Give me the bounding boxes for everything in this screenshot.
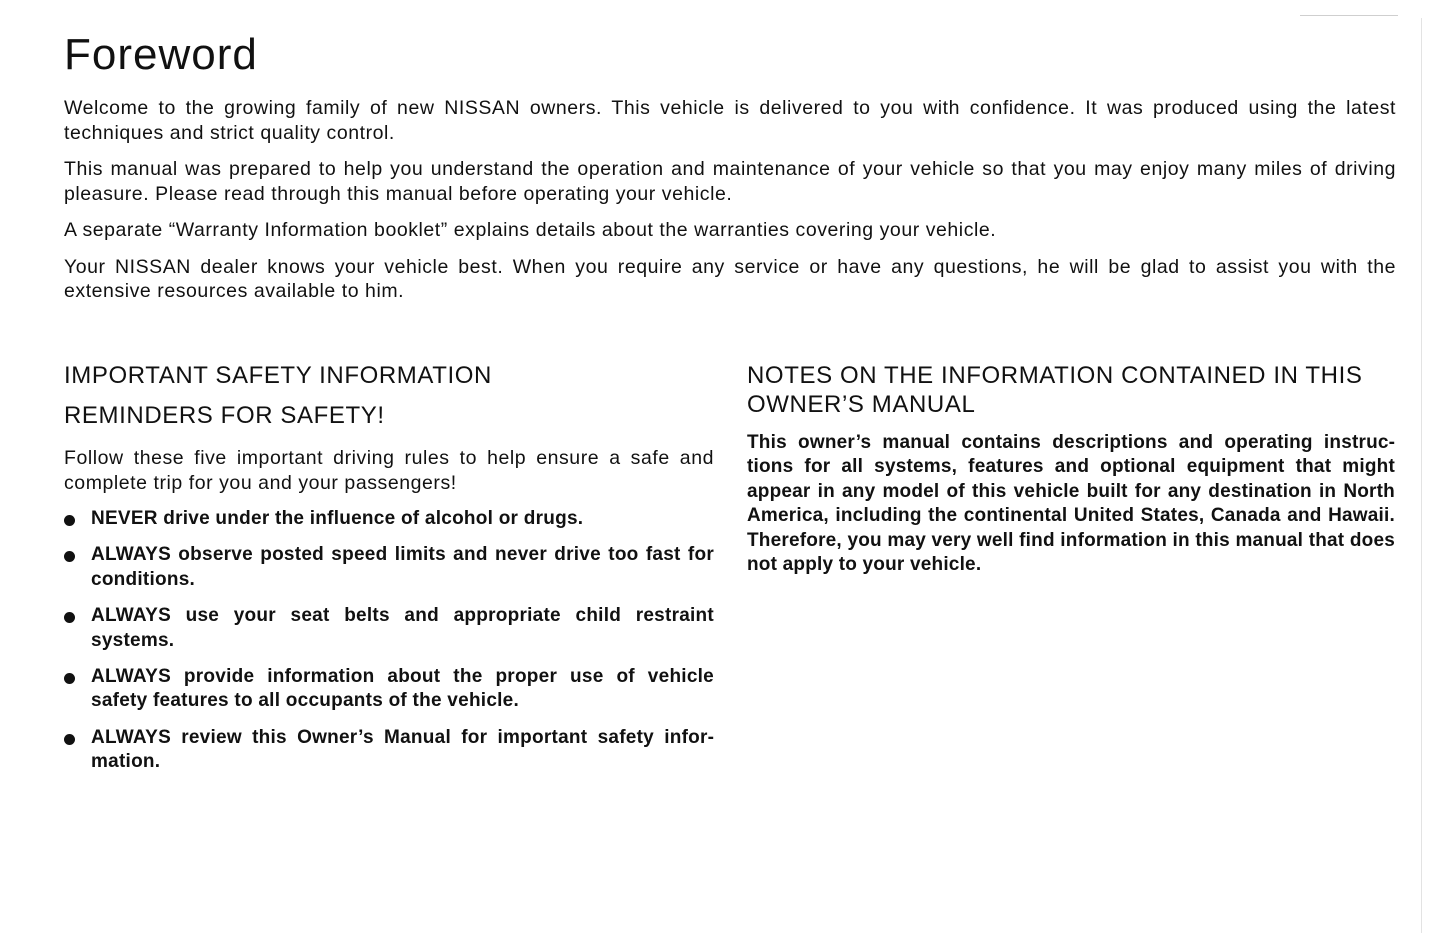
safety-subheading: REMINDERS FOR SAFETY! bbox=[64, 402, 385, 429]
bullet-icon bbox=[64, 673, 75, 684]
safety-rule-text: ALWAYS provide information about the proper use of vehicle safety features to all occupants of the vehicle. bbox=[91, 666, 714, 712]
list-item bbox=[64, 665, 714, 714]
intro-section bbox=[64, 96, 1396, 316]
safety-rules-list bbox=[64, 507, 714, 775]
intro-paragraph-manual-purpose: This manual was prepared to help you understand the operation and maintenance of your vehicle so that you may enjoy many miles of driving pleasure. Please read through this manual before operating your vehicle. bbox=[64, 158, 1396, 205]
list-item bbox=[64, 507, 714, 531]
list-item bbox=[64, 726, 714, 775]
safety-rule-text: ALWAYS observe posted speed limits and never drive too fast for conditions. bbox=[91, 544, 714, 590]
list-item bbox=[64, 543, 714, 592]
notes-body: This owner’s manual contains descriptions and operating instructions for all systems, features and optional equipment that might appear in any model of this vehicle built for any destination in North America, including the continental United States, Canada and Hawaii. Therefore, you may very well find information in this manual that does not apply to your vehicle. bbox=[747, 432, 1395, 576]
intro-paragraph-dealer: Your NISSAN dealer knows your vehicle best. When you require any service or have any questions, he will be glad to assist you with the extensive resources available to him. bbox=[64, 255, 1396, 302]
scan-edge-right bbox=[1421, 18, 1422, 933]
safety-section bbox=[64, 361, 714, 787]
page-title: Foreword bbox=[64, 30, 258, 79]
safety-rule-text: ALWAYS use your seat belts and appropriate child restraint systems. bbox=[91, 605, 714, 651]
safety-rule-text: ALWAYS review this Owner’s Manual for important safety information. bbox=[91, 726, 714, 773]
notes-heading: NOTES ON THE INFORMATION CONTAINED IN THIS OWNER’S MANUAL bbox=[747, 362, 1363, 418]
bullet-icon bbox=[64, 734, 75, 745]
safety-rule-text: NEVER drive under the influence of alcohol or drugs. bbox=[91, 508, 584, 529]
notes-section bbox=[747, 361, 1395, 577]
list-item bbox=[64, 604, 714, 653]
bullet-icon bbox=[64, 612, 75, 623]
bullet-icon bbox=[64, 551, 75, 562]
scan-edge-top-right bbox=[1300, 15, 1398, 16]
intro-paragraph-warranty: A separate “Warranty Information booklet” explains details about the warranties covering your vehicle. bbox=[64, 219, 997, 241]
safety-lead: Follow these five important driving rules to help ensure a safe and complete trip for you and your passengers! bbox=[64, 447, 714, 494]
bullet-icon bbox=[64, 515, 75, 526]
intro-paragraph-welcome: Welcome to the growing family of new NISSAN owners. This vehicle is delivered to you with confidence. It was produced using the latest techniques and strict quality control. bbox=[64, 97, 1396, 144]
safety-heading: IMPORTANT SAFETY INFORMATION bbox=[64, 362, 492, 389]
